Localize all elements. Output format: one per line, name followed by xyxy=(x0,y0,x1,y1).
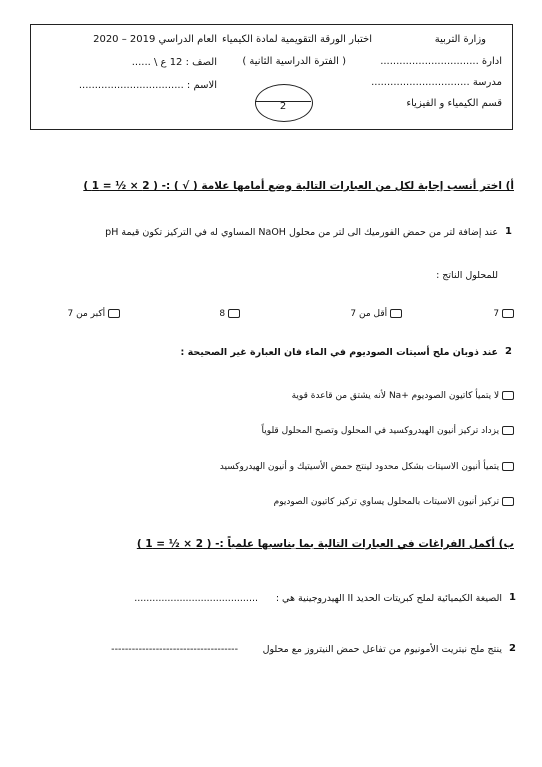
q2-option-2-label: يزداد تركيز أنيون الهيدروكسيد في المحلول وتصبح المحلول قلوياً xyxy=(261,426,500,436)
q1-option-3-label: 8 xyxy=(219,309,226,319)
academic-year: العام الدراسي 2019 – 2020 xyxy=(93,34,217,45)
department-label: قسم الكيمياء و الفيزياء xyxy=(406,98,502,109)
q1-option-1-label: 7 xyxy=(493,309,500,319)
exam-period: ( الفترة الدراسية الثانية ) xyxy=(242,56,346,67)
q2-option-4[interactable] xyxy=(274,497,514,507)
section-b-title: ب) أكمل الفراغات في العبارات التالية بما يناسبها علمياً :- ( 2 × ½ = 1 ) xyxy=(136,538,514,550)
q1-text-line2: للمحلول الناتج : xyxy=(436,270,498,281)
q2-option-1-label: لا يتميأ كاتيون الصوديوم +Na لأنه يشتق من قاعدة قوية xyxy=(291,391,500,401)
q2-option-3-label: يتميأ أنيون الاسيتات بشكل محدود لينتج حمض الأسيتيك و أنيون الهيدروكسيد xyxy=(219,462,500,472)
q1-option-1-checkbox[interactable] xyxy=(502,309,514,318)
q1-option-4-label: أكبر من 7 xyxy=(67,309,106,319)
student-name-label: الاسم : ................................. xyxy=(78,80,217,91)
q2-option-1-checkbox[interactable] xyxy=(502,391,514,400)
grade-label: الصف : 12 ع \ ...... xyxy=(131,57,217,68)
b-q2-text: ينتج ملح نيتريت الأمونيوم من تفاعل حمض النيتروز مع محلول xyxy=(262,644,502,655)
q1-text-line1: عند إضافة لتر من حمض الفورميك الى لتر من محلول NaOH المساوي له في التركيز تكون قيمة pH xyxy=(105,227,498,238)
b-q1-blank[interactable]: ......................................... xyxy=(134,593,258,604)
q2-option-3-checkbox[interactable] xyxy=(502,462,514,471)
b-q2-number: 2 xyxy=(509,643,516,654)
q2-option-1[interactable] xyxy=(292,391,514,401)
page-number: 2 xyxy=(279,101,287,112)
q1-number: 1 xyxy=(505,226,512,237)
q1-option-3[interactable] xyxy=(219,309,240,319)
exam-title: اختبار الورقة التقويمية لمادة الكيمياء xyxy=(221,34,372,45)
q1-option-1[interactable] xyxy=(493,309,514,319)
q2-option-4-checkbox[interactable] xyxy=(502,497,514,506)
b-q1-number: 1 xyxy=(509,592,516,603)
q2-text: عند ذوبان ملح أسيتات الصوديوم في الماء فان العبارة غير الصحيحة : xyxy=(180,347,498,358)
section-a-title: أ) اختر أنسب إجابة لكل من العبارات التالية وضع أمامها علامة ( √ ) :- ( 2 × ½ = 1 ) xyxy=(83,180,514,192)
q2-number: 2 xyxy=(505,346,512,357)
q1-option-2[interactable] xyxy=(350,309,402,319)
q1-option-3-checkbox[interactable] xyxy=(228,309,240,318)
q1-option-4-checkbox[interactable] xyxy=(108,309,120,318)
q2-option-3[interactable] xyxy=(220,462,514,472)
ministry-label: وزارة التربية xyxy=(434,34,486,45)
q1-option-4[interactable] xyxy=(68,309,120,319)
school-label: مدرسة ............................... xyxy=(371,77,502,88)
admin-label: ادارة ............................... xyxy=(380,56,502,67)
q2-option-2[interactable] xyxy=(262,426,514,436)
b-q2-blank[interactable]: ------------------------------------- xyxy=(111,644,238,655)
q1-option-2-checkbox[interactable] xyxy=(390,309,402,318)
q2-option-4-label: تركيز أنيون الاسيتات بالمحلول يساوي تركيز كاتيون الصوديوم xyxy=(273,497,500,507)
q2-option-2-checkbox[interactable] xyxy=(502,426,514,435)
b-q1-text: الصيغة الكيميائية لملح كبريتات الحديد II الهيدروجينية هي : xyxy=(275,593,502,604)
q1-option-2-label: أقل من 7 xyxy=(350,309,388,319)
